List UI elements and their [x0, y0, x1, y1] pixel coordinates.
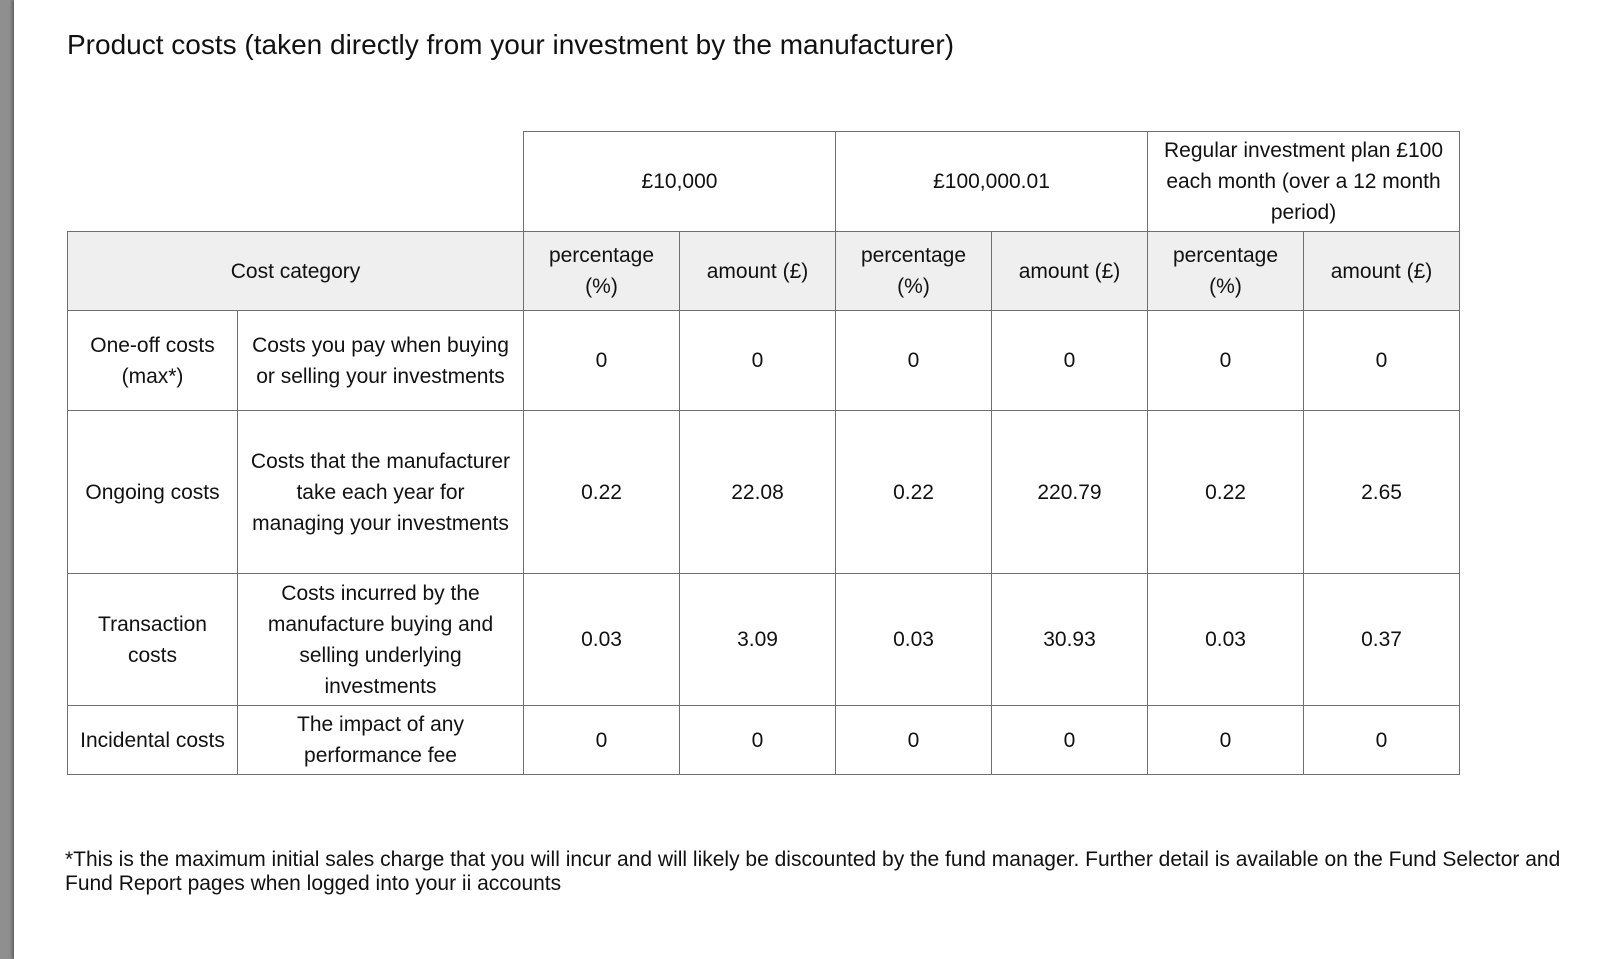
value-cell: 0: [836, 706, 992, 775]
category-cell: Ongoing costs: [68, 411, 238, 574]
percentage-header: percentage (%): [1148, 232, 1304, 311]
value-cell: 0: [836, 311, 992, 411]
value-cell: 0: [524, 311, 680, 411]
value-cell: 0: [1304, 311, 1460, 411]
value-cell: 30.93: [992, 574, 1148, 706]
value-cell: 0: [992, 706, 1148, 775]
amount-header: amount (£): [992, 232, 1148, 311]
value-cell: 0.03: [1148, 574, 1304, 706]
description-cell: Costs that the manufacturer take each year for managing your investments: [238, 411, 524, 574]
value-cell: 22.08: [680, 411, 836, 574]
sub-header-row: [68, 232, 1460, 311]
table-row-transaction-costs: [68, 574, 1460, 706]
group-header-100000: £100,000.01: [836, 132, 1148, 232]
group-header-row: [68, 132, 1460, 232]
description-cell: Costs you pay when buying or selling your investments: [238, 311, 524, 411]
value-cell: 0.03: [524, 574, 680, 706]
empty-header-cell: [68, 132, 524, 232]
category-cell: Transaction costs: [68, 574, 238, 706]
value-cell: 0: [524, 706, 680, 775]
value-cell: 0: [680, 311, 836, 411]
value-cell: 0: [992, 311, 1148, 411]
value-cell: 2.65: [1304, 411, 1460, 574]
table-row-incidental-costs: [68, 706, 1460, 775]
value-cell: 0: [1148, 311, 1304, 411]
value-cell: 0.22: [1148, 411, 1304, 574]
value-cell: 0: [1148, 706, 1304, 775]
value-cell: 0.03: [836, 574, 992, 706]
category-cell: Incidental costs: [68, 706, 238, 775]
description-cell: The impact of any performance fee: [238, 706, 524, 775]
value-cell: 0: [680, 706, 836, 775]
description-cell: Costs incurred by the manufacture buying and selling underlying investments: [238, 574, 524, 706]
group-header-10000: £10,000: [524, 132, 836, 232]
footnote: *This is the maximum initial sales charge that you will incur and will likely be discounted by the fund manager. Further detail is available on the Fund Selector and Fund Report pages when logged into your ii accounts: [65, 848, 1561, 895]
costs-table: [67, 131, 1460, 775]
value-cell: 0.37: [1304, 574, 1460, 706]
value-cell: 0: [1304, 706, 1460, 775]
value-cell: 220.79: [992, 411, 1148, 574]
value-cell: 0.22: [836, 411, 992, 574]
amount-header: amount (£): [1304, 232, 1460, 311]
table-row-one-off-costs: [68, 311, 1460, 411]
percentage-header: percentage (%): [524, 232, 680, 311]
amount-header: amount (£): [680, 232, 836, 311]
document-page: [14, 0, 1600, 959]
table-row-ongoing-costs: [68, 411, 1460, 574]
value-cell: 0.22: [524, 411, 680, 574]
cost-category-header: Cost category: [68, 232, 524, 311]
page-title: Product costs (taken directly from your investment by the manufacturer): [67, 29, 955, 60]
group-header-regular-plan: Regular investment plan £100 each month (over a 12 month period): [1148, 132, 1460, 232]
value-cell: 3.09: [680, 574, 836, 706]
category-cell: One-off costs (max*): [68, 311, 238, 411]
percentage-header: percentage (%): [836, 232, 992, 311]
